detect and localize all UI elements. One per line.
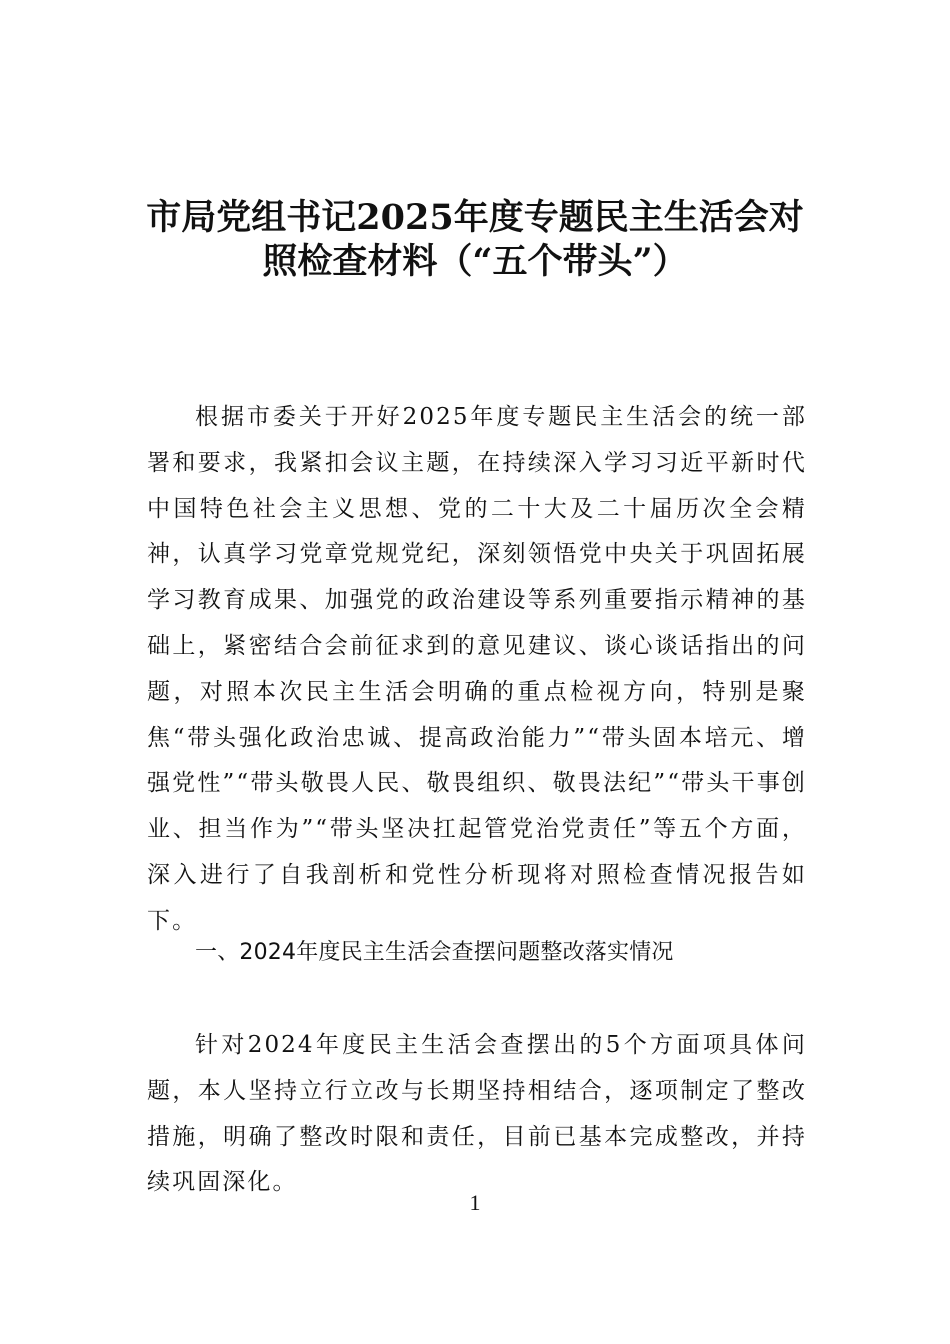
document-title-line-1: 市局党组书记2025年度专题民主生活会对 [146, 197, 804, 238]
page-number: 1 [469, 1190, 481, 1215]
document-title-line-2: 照检查材料（“五个带头”） [262, 241, 688, 282]
section-heading-1: 一、2024年度民主生活会查摆问题整改落实情况 [195, 940, 674, 965]
rectification-paragraph: 针对2024年度民主生活会查摆出的5个方面项具体问题，本人坚持立行立改与长期坚持相结合，逐项制定了整改措施，明确了整改时限和责任，目前已基本完成整改，并持续巩固深化。 [147, 1032, 807, 1196]
intro-paragraph: 根据市委关于开好2025年度专题民主生活会的统一部署和要求，我紧扣会议主题，在持续深入学习习近平新时代中国特色社会主义思想、党的二十大及二十届历次全会精神，认真学习党章党规党纪，深刻领悟党中央关于巩固拓展学习教育成果、加强党的政治建设等系列重要指示精神的基础上，紧密结合会前征求到的意见建议、谈心谈话指出的问题，对照本次民主生活会明确的重点检视方向，特别是聚焦“带头强化政治忠诚、提高政治能力”“带头固本培元、增强党性”“带头敬畏人民、敬畏组织、敬畏法纪”“带头干事创业、担当作为”“带头坚决扛起管党治党责任”等五个方面，深入进行了自我剖析和党性分析现将对照检查情况报告如下。 [147, 404, 807, 934]
